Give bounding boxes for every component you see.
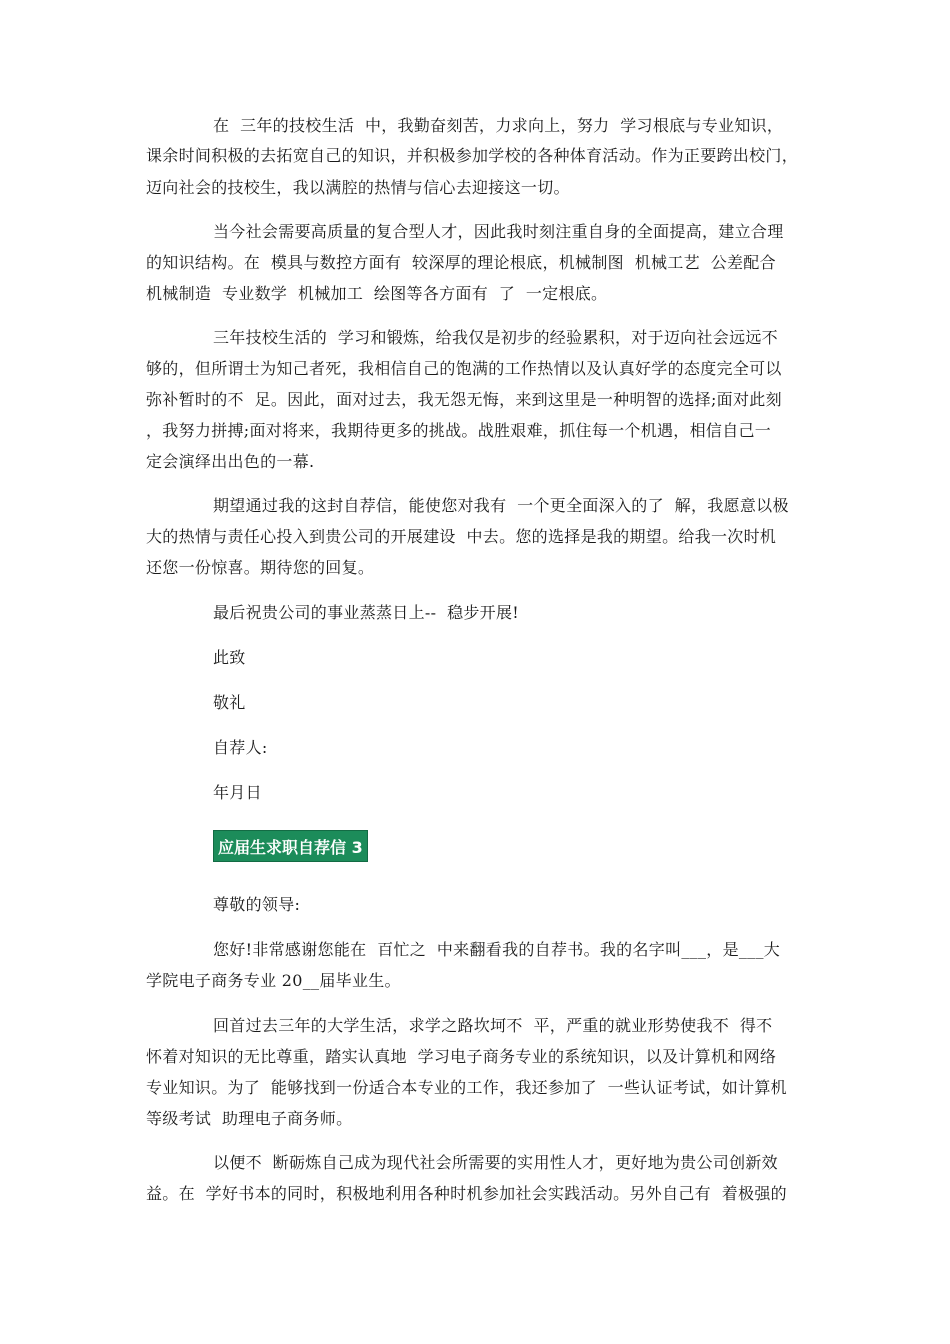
paragraph-3-line-4: ，我努力拼搏;面对将来，我期待更多的挑战。战胜艰难，抓住每一个机遇，相信自己一 bbox=[146, 421, 772, 440]
closing-salute-1: 此致 bbox=[213, 648, 246, 667]
paragraph-3-line-3: 弥补暂时的不 足。因此，面对过去，我无怨无悔，来到这里是一种明智的选择;面对此刻 bbox=[146, 390, 782, 409]
paragraph-1-line-2: 课余时间积极的去拓宽自己的知识，并积极参加学校的各种体育活动。作为正要跨出校门， bbox=[146, 146, 799, 165]
letter2-greeting: 尊敬的领导: bbox=[213, 895, 301, 914]
paragraph-4-line-1: 期望通过我的这封自荐信，能使您对我有 一个更全面深入的了 解，我愿意以极 bbox=[213, 496, 789, 515]
letter2-paragraph-1-line-2: 学院电子商务专业 20__届毕业生。 bbox=[146, 971, 401, 990]
letter2-paragraph-2-line-1: 回首过去三年的大学生活，求学之路坎坷不 平，严重的就业形势使我不 得不 bbox=[213, 1016, 773, 1035]
paragraph-2-line-2: 的知识结构。在 模具与数控方面有 较深厚的理论根底，机械制图 机械工艺 公差配合 bbox=[146, 253, 776, 272]
letter2-paragraph-2-line-2: 怀着对知识的无比尊重，踏实认真地 学习电子商务专业的系统知识，以及计算机和网络 bbox=[146, 1047, 777, 1066]
paragraph-2-line-1: 当今社会需要高质量的复合型人才，因此我时刻注重自身的全面提高，建立合理 bbox=[213, 222, 784, 241]
paragraph-3-line-5: 定会演绎出出色的一幕. bbox=[146, 452, 315, 471]
closing-date: 年月日 bbox=[213, 783, 262, 802]
section-heading-text: 应届生求职自荐信 3 bbox=[218, 837, 363, 857]
paragraph-4-line-3: 还您一份惊喜。期待您的回复。 bbox=[146, 558, 375, 577]
letter2-paragraph-2-line-3: 专业知识。为了 能够找到一份适合本专业的工作，我还参加了 一些认证考试，如计算机 bbox=[146, 1078, 787, 1097]
letter2-paragraph-2-line-4: 等级考试 助理电子商务师。 bbox=[146, 1109, 353, 1128]
paragraph-3-line-1: 三年技校生活的 学习和锻炼，给我仅是初步的经验累积，对于迈向社会远远不 bbox=[213, 328, 778, 347]
closing-wish: 最后祝贵公司的事业蒸蒸日上-- 稳步开展! bbox=[213, 603, 520, 622]
paragraph-3-line-2: 够的，但所谓士为知己者死，我相信自己的饱满的工作热情以及认真好学的态度完全可以 bbox=[146, 359, 782, 378]
paragraph-4-line-2: 大的热情与责任心投入到贵公司的开展建设 中去。您的选择是我的期望。给我一次时机 bbox=[146, 527, 777, 546]
paragraph-1-line-1: 在 三年的技校生活 中，我勤奋刻苦，力求向上，努力 学习根底与专业知识， bbox=[213, 116, 784, 135]
letter2-paragraph-3-line-2: 益。在 学好书本的同时，积极地利用各种时机参加社会实践活动。另外自己有 着极强的 bbox=[146, 1184, 787, 1203]
section-heading bbox=[213, 830, 368, 862]
closing-salute-2: 敬礼 bbox=[213, 693, 246, 712]
paragraph-1-line-3: 迈向社会的技校生，我以满腔的热情与信心去迎接这一切。 bbox=[146, 178, 570, 197]
closing-signer: 自荐人: bbox=[213, 738, 268, 757]
letter2-paragraph-3-line-1: 以便不 断砺炼自己成为现代社会所需要的实用性人才，更好地为贵公司创新效 bbox=[213, 1153, 778, 1172]
letter2-paragraph-1-line-1: 您好!非常感谢您能在 百忙之 中来翻看我的自荐书。我的名字叫___，是___大 bbox=[213, 940, 781, 959]
paragraph-2-line-3: 机械制造 专业数学 机械加工 绘图等各方面有 了 一定根底。 bbox=[146, 284, 608, 303]
